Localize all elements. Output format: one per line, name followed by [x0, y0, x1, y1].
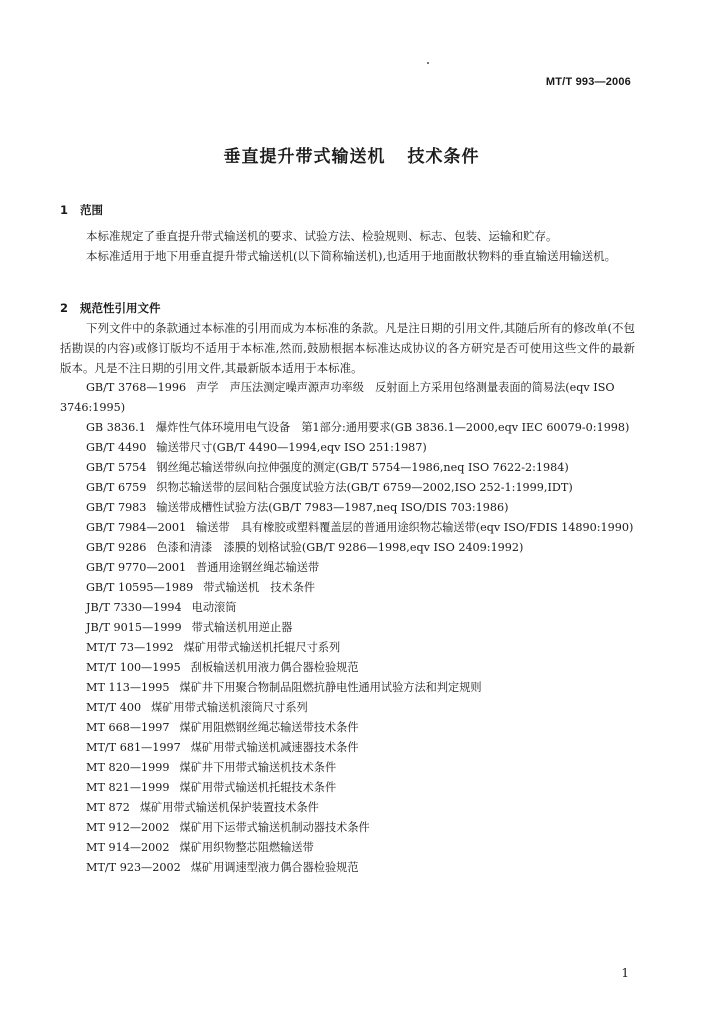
- reference-title: 煤矿用带式输送机托辊技术条件: [179, 781, 337, 794]
- title-main: 垂直提升带式输送机: [223, 147, 386, 167]
- reference-title: 煤矿井下用聚合物制品阻燃抗静电性通用试验方法和判定规则: [179, 681, 482, 694]
- reference-title: 输送带成槽性试验方法(GB/T 7983—1987,neq ISO/DIS 703:1986): [156, 501, 509, 514]
- reference-title: 爆炸性气体环境用电气设备 第1部分:通用要求(GB 3836.1—2000,eqv IEC 60079-0:1998): [155, 421, 630, 434]
- reference-code: MT 872: [86, 801, 130, 814]
- reference-item: [60, 378, 640, 418]
- reference-code: GB/T 9286: [86, 541, 147, 554]
- reference-title: 输送带 具有橡胶或塑料覆盖层的普通用途织物芯输送带(eqv ISO/FDIS 14890:1990): [196, 521, 634, 534]
- reference-title: 煤矿用织物整芯阻燃输送带: [179, 841, 314, 854]
- reference-code: GB/T 3768—1996: [86, 381, 187, 394]
- page-number: 1: [621, 966, 629, 980]
- reference-title: 煤矿用下运带式输送机制动器技术条件: [179, 821, 370, 834]
- reference-title: 电动滚筒: [191, 601, 237, 614]
- reference-title: 刮板输送机用液力偶合器检验规范: [190, 661, 359, 674]
- reference-item: [60, 578, 640, 598]
- reference-code: GB/T 9770—2001: [86, 561, 187, 574]
- reference-title: 色漆和清漆 漆膜的划格试验(GB/T 9286—1998,eqv ISO 2409:1992): [156, 541, 524, 554]
- reference-item: [60, 798, 640, 818]
- reference-item: [60, 858, 640, 878]
- reference-code: GB/T 6759: [86, 481, 147, 494]
- reference-code: GB/T 4490: [86, 441, 147, 454]
- reference-title: 煤矿用带式输送机保护装置技术条件: [139, 801, 319, 814]
- reference-item: [60, 658, 640, 678]
- reference-code: MT 821—1999: [86, 781, 170, 794]
- reference-item: [60, 618, 640, 638]
- reference-title: 煤矿用调速型液力偶合器检验规范: [190, 861, 359, 874]
- reference-item: [60, 518, 640, 538]
- reference-code: MT 113—1995: [86, 681, 170, 694]
- reference-code: MT 820—1999: [86, 761, 170, 774]
- reference-item: [60, 498, 640, 518]
- scan-speck: [427, 62, 429, 64]
- section-1-title: 范围: [80, 203, 103, 217]
- reference-item: [60, 598, 640, 618]
- section-1-paragraph-2: 本标准适用于地下用垂直提升带式输送机(以下简称输送机),也适用于地面散状物料的垂直输送用输送机。: [86, 249, 617, 263]
- reference-code: JB/T 7330—1994: [86, 601, 182, 614]
- reference-title: 带式输送机用逆止器: [191, 621, 293, 634]
- section-1-number: 1: [60, 203, 69, 217]
- reference-code: GB/T 5754: [86, 461, 147, 474]
- reference-item: [60, 818, 640, 838]
- reference-title: 煤矿用带式输送机托辊尺寸系列: [183, 641, 341, 654]
- reference-title: 织物芯输送带的层间粘合强度试验方法(GB/T 6759—2002,ISO 252-1:1999,IDT): [156, 481, 573, 494]
- reference-code: MT/T 100—1995: [86, 661, 181, 674]
- reference-code: MT 914—2002: [86, 841, 170, 854]
- reference-code: MT/T 923—2002: [86, 861, 181, 874]
- section-1-paragraph-1: 本标准规定了垂直提升带式输送机的要求、试验方法、检验规则、标志、包装、运输和贮存。: [86, 229, 558, 243]
- reference-code: JB/T 9015—1999: [86, 621, 182, 634]
- reference-list: [60, 378, 640, 878]
- reference-title: 输送带尺寸(GB/T 4490—1994,eqv ISO 251:1987): [156, 441, 427, 454]
- reference-item: [60, 758, 640, 778]
- reference-title: 普通用途钢丝绳芯输送带: [196, 561, 320, 574]
- reference-item: [60, 838, 640, 858]
- section-2-heading: [60, 300, 161, 316]
- document-title: [0, 142, 703, 167]
- title-sub: 技术条件: [407, 147, 480, 167]
- reference-code: MT/T 681—1997: [86, 741, 181, 754]
- section-2-intro: 下列文件中的条款通过本标准的引用而成为本标准的条款。凡是注日期的引用文件,其随后所有的修改单(不包括勘误的内容)或修订版均不适用于本标准,然而,鼓励根据本标准达成协议的各方研究是否可使用这些文件的最新版本。凡是不注日期的引用文件,其最新版本适用于本标准。: [60, 321, 635, 375]
- reference-title: 钢丝绳芯输送带纵向拉伸强度的测定(GB/T 5754—1986,neq ISO 7622-2:1984): [156, 461, 569, 474]
- reference-code: GB/T 7983: [86, 501, 147, 514]
- reference-title: 煤矿用阻燃钢丝绳芯输送带技术条件: [179, 721, 359, 734]
- reference-title: 煤矿井下用带式输送机技术条件: [179, 761, 337, 774]
- reference-item: [60, 418, 640, 438]
- reference-item: [60, 638, 640, 658]
- reference-item: [60, 438, 640, 458]
- reference-item: [60, 778, 640, 798]
- reference-code: MT 912—2002: [86, 821, 170, 834]
- reference-code: GB/T 7984—2001: [86, 521, 187, 534]
- reference-title: 煤矿用带式输送机减速器技术条件: [190, 741, 359, 754]
- reference-item: [60, 738, 640, 758]
- section-1-heading: [60, 202, 103, 218]
- reference-code: GB/T 10595—1989: [86, 581, 194, 594]
- section-2-number: 2: [60, 301, 69, 315]
- standard-code: MT/T 993—2006: [545, 76, 631, 88]
- reference-title: 煤矿用带式输送机滚筒尺寸系列: [151, 701, 308, 714]
- reference-item: [60, 698, 640, 718]
- reference-title: 声学 声压法测定噪声源声功率级 反射面上方采用包络测量表面的简易法(eqv ISO 3746:1995): [60, 381, 615, 414]
- reference-code: MT/T 400: [86, 701, 142, 714]
- reference-item: [60, 538, 640, 558]
- reference-code: GB 3836.1: [86, 421, 146, 434]
- reference-code: MT/T 73—1992: [86, 641, 174, 654]
- reference-item: [60, 678, 640, 698]
- reference-item: [60, 458, 640, 478]
- reference-item: [60, 478, 640, 498]
- reference-code: MT 668—1997: [86, 721, 170, 734]
- reference-item: [60, 558, 640, 578]
- section-2-title: 规范性引用文件: [80, 301, 161, 315]
- reference-item: [60, 718, 640, 738]
- reference-title: 带式输送机 技术条件: [203, 581, 316, 594]
